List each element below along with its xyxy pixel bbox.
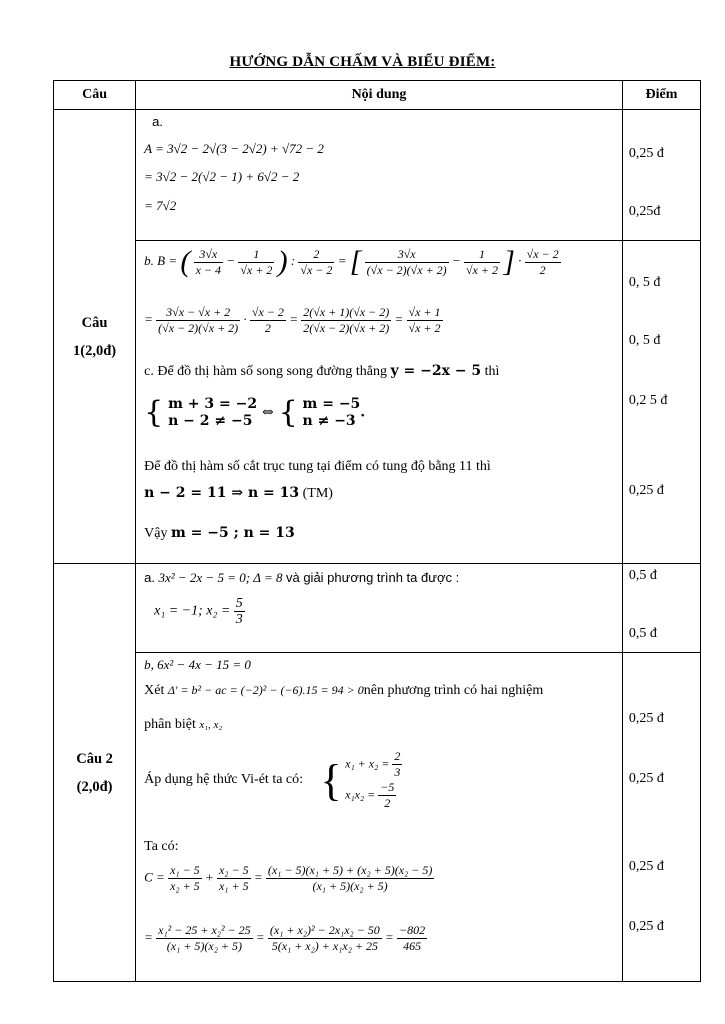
sys-line: n ≠ −3 bbox=[302, 412, 356, 429]
q1a-line1: A = 3√2 − 2√(3 − 2√2) + √72 − 2 bbox=[144, 141, 324, 156]
brace-left: { bbox=[144, 395, 164, 430]
q2b-vieta-system bbox=[345, 749, 402, 811]
grading-table bbox=[53, 80, 701, 982]
q2a-eq: 3x² − 2x − 5 = 0; Δ = 8 bbox=[158, 570, 283, 585]
q1-label-line2: 1(2,0đ) bbox=[73, 342, 117, 359]
q1a-score2: 0,25đ bbox=[628, 204, 661, 219]
sys-line: n − 2 ≠ −5 bbox=[168, 412, 253, 429]
q2b-roots: x₁, x₂ bbox=[199, 719, 223, 731]
q1c-eq2: n − 2 = 11 ⇒ n = 13 bbox=[144, 485, 300, 501]
frac-num: 2 bbox=[298, 247, 334, 263]
c-frac2 bbox=[217, 863, 251, 894]
frac-den: 2 bbox=[264, 321, 271, 335]
q1bc-scores bbox=[622, 241, 700, 564]
frac-num: 2(√x + 1)(√x − 2) bbox=[303, 305, 390, 319]
q1-row-a bbox=[54, 110, 701, 241]
q1-row-bc bbox=[54, 241, 701, 564]
q1b-frac4 bbox=[365, 247, 449, 278]
frac-den: (√x − 2)(√x + 2) bbox=[366, 262, 447, 277]
frac-num: −5 bbox=[380, 780, 395, 794]
q2a-content bbox=[136, 564, 623, 653]
q2b-scores bbox=[622, 653, 700, 982]
frac-num: 2 bbox=[394, 749, 401, 763]
q2a-scores bbox=[622, 564, 700, 653]
q1b-score1: 0, 5 đ bbox=[628, 275, 661, 290]
q2b-delta-tail: nên phương trình có hai nghiệm bbox=[363, 683, 544, 698]
q1a-score1: 0,25 đ bbox=[628, 146, 664, 161]
sys-line: m = −5 bbox=[302, 395, 361, 412]
q2b-score2: 0,25 đ bbox=[628, 771, 664, 786]
sys-line: m + 3 = −2 bbox=[168, 395, 258, 412]
q1c-tm: (TM) bbox=[302, 486, 333, 501]
frac-den: 2 bbox=[539, 262, 546, 277]
q2b-score3: 0,25 đ bbox=[628, 859, 664, 874]
q1b-frac3 bbox=[298, 247, 334, 278]
frac-den: (√x − 2)(√x + 2) bbox=[158, 321, 239, 335]
frac-num: (x₁ + x₂)² − 2x₁x₂ − 50 bbox=[269, 923, 380, 937]
q1a-line2: = 3√2 − 2(√2 − 1) + 6√2 − 2 bbox=[144, 169, 300, 184]
q1b-line1: b. B = ( $\frac{3√x}{x - 4}$ − $\frac{1}{√x + 2}$ ) : $\frac{2}{√x - 2}$ = [ $\frac{3√x}{(√x - 2)(√x + 2)}$ − $\frac{1}{√x + 2}$ ] · $\frac{√x - 2}{2}$ bbox=[144, 245, 559, 278]
frac-den: 2(√x − 2)(√x + 2) bbox=[303, 321, 390, 335]
q2a-sol: x₁ = −1; x₂ = bbox=[154, 603, 231, 619]
q1b2-frac2 bbox=[250, 305, 286, 336]
q2-label bbox=[54, 564, 136, 982]
table-header-row bbox=[54, 81, 701, 110]
frac-num: √x − 2 bbox=[526, 246, 559, 261]
q2a-text: và giải phương trình ta được : bbox=[285, 570, 460, 585]
frac-num: √x + 1 bbox=[408, 305, 441, 319]
q1b-frac6 bbox=[525, 247, 561, 278]
vieta-prod-frac bbox=[378, 780, 396, 811]
q2b-vieta-text: Áp dụng hệ thức Vi-ét ta có: bbox=[144, 772, 304, 788]
q1b-frac5 bbox=[464, 247, 500, 278]
q1c-system: { m + 3 = −2 n − 2 ≠ −5 ⇔ { m = −5 n ≠ −3 . bbox=[144, 395, 366, 430]
q1b-frac1 bbox=[194, 247, 223, 278]
q2b-line2 bbox=[144, 683, 543, 699]
bracket-close: ] bbox=[503, 245, 515, 278]
frac-den: 2 bbox=[384, 796, 391, 810]
frac-den: (x₁ + 5)(x₂ + 5) bbox=[166, 939, 242, 953]
q1a-content bbox=[136, 110, 623, 241]
q1b2-frac4 bbox=[407, 305, 443, 336]
q1c-score2: 0,25 đ bbox=[628, 483, 664, 498]
frac-num: √x − 2 bbox=[251, 305, 284, 319]
q1-label bbox=[54, 110, 136, 564]
q1c-sys1 bbox=[168, 396, 257, 430]
q1c-vay: Vậy bbox=[144, 526, 168, 541]
frac-den: √x − 2 bbox=[300, 262, 333, 277]
frac-den: x − 4 bbox=[195, 262, 222, 277]
q2-row-b bbox=[54, 653, 701, 982]
q2a-line2 bbox=[154, 596, 245, 627]
d-frac2 bbox=[268, 923, 382, 954]
frac-den: 3 bbox=[394, 765, 401, 779]
q1c-line3 bbox=[144, 485, 333, 502]
q1b-score2: 0, 5 đ bbox=[628, 333, 661, 348]
q2a-line1 bbox=[144, 570, 459, 587]
frac-num: (x₁ − 5)(x₁ + 5) + (x₂ + 5)(x₂ − 5) bbox=[267, 863, 433, 877]
q2b-taco: Ta có: bbox=[144, 839, 179, 854]
vieta-sum-frac bbox=[392, 749, 402, 780]
frac-num: x₂ − 5 bbox=[218, 863, 249, 877]
q2a-score1: 0,5 đ bbox=[628, 568, 657, 583]
frac-num: 3√x bbox=[365, 247, 449, 263]
q1a-line3: = 7√2 bbox=[144, 198, 177, 213]
vieta-sum-lhs: x₁ + x₂ = bbox=[345, 756, 390, 771]
frac-den: x₂ + 5 bbox=[170, 879, 200, 893]
d-frac1 bbox=[156, 923, 252, 954]
q1c-eq: y = −2x − 5 bbox=[390, 363, 482, 379]
header-question: Câu bbox=[54, 81, 136, 110]
q2a-frac bbox=[234, 596, 245, 627]
q2-row-a bbox=[54, 564, 701, 653]
q1-label-line1: Câu bbox=[81, 314, 108, 331]
vieta-sum bbox=[345, 749, 402, 780]
q1b-line2: = $\frac{3√x - √x + 2}{(√x - 2)(√x + 2)}$ · $\frac{√x - 2}{2}$ = $\frac{2(√x + 1)(√x - 2)}{2(√x - 2)(√x + 2)}$ = $\frac{√x + 1}{√x + 2}$ bbox=[144, 305, 441, 335]
frac-den: √x + 2 bbox=[240, 262, 273, 277]
q1c-line4 bbox=[144, 525, 295, 542]
frac-den: x₁ + 5 bbox=[218, 879, 249, 893]
header-content: Nội dung bbox=[136, 81, 623, 110]
vieta-prod bbox=[345, 780, 402, 811]
frac-den: √x + 2 bbox=[465, 262, 498, 277]
header-score: Điểm bbox=[622, 81, 700, 110]
page-title: HƯỚNG DẪN CHẤM VÀ BIỂU ĐIỂM: bbox=[229, 54, 496, 70]
q2b-delta: Δ' = b² − ac = (−2)² − (−6).15 = 94 > 0 bbox=[167, 683, 364, 697]
frac-den: √x + 2 bbox=[408, 321, 441, 335]
q2b-xet: Xét bbox=[144, 683, 165, 698]
q2b-content bbox=[136, 653, 623, 982]
q2b-phan: phân biệt bbox=[144, 717, 196, 732]
q1c-line1 bbox=[144, 363, 499, 380]
q2b-line3 bbox=[144, 717, 222, 733]
q1a-scores bbox=[622, 110, 700, 241]
q1c-line2: Để đồ thị hàm số cắt trục tung tại điểm có tung độ bằng 11 thì bbox=[144, 459, 491, 474]
c-frac3 bbox=[266, 863, 434, 894]
q1c-sys2 bbox=[303, 396, 361, 430]
q2-label-line1: Câu 2 bbox=[76, 750, 113, 767]
q2-label-line2: (2,0đ) bbox=[76, 778, 113, 795]
q1c-end: thì bbox=[484, 364, 500, 379]
brace-left: { bbox=[278, 395, 298, 430]
c-prefix: C = bbox=[144, 869, 165, 885]
q2a-score2: 0,5 đ bbox=[628, 626, 657, 641]
paren-open: ( bbox=[180, 245, 191, 278]
frac-den: 3 bbox=[235, 612, 243, 627]
frac-den: (x₁ + 5)(x₂ + 5) bbox=[312, 879, 388, 893]
q2b-c-line1: C = $\frac{\text{x₁ − 5}}{\text{x₂ + 5}}$ + $\frac{\text{x₂ − 5}}{\text{x₁ + 5}}$ = $\frac{\text{(x₁ − 5)(x₁ + 5) + (x₂ + 5)(x₂ − 5)}}{\text{(x₁ + 5)(x₂ + 5)}}$ bbox=[144, 863, 433, 893]
q1c-score1: 0,2 5 đ bbox=[628, 393, 668, 408]
frac-num: x₁ − 5 bbox=[170, 863, 200, 877]
q1b2-frac1 bbox=[156, 305, 240, 336]
frac-num: 3√x − √x + 2 bbox=[156, 305, 240, 321]
brace-left: { bbox=[320, 755, 342, 805]
q2a-prefix: a. bbox=[144, 570, 155, 585]
q1a-label: a. bbox=[152, 114, 163, 129]
q1c-text: c. Để đồ thị hàm số song song đường thẳng bbox=[144, 364, 387, 379]
paren-close: ) bbox=[277, 245, 288, 278]
q2b-score1: 0,25 đ bbox=[628, 711, 664, 726]
q1c-eq3: m = −5 ; n = 13 bbox=[170, 525, 295, 541]
q2b-line1: b, 6x² − 4x − 15 = 0 bbox=[144, 657, 251, 672]
frac-num: −802 bbox=[399, 923, 426, 937]
q2b-vieta bbox=[144, 749, 402, 811]
q2b-c-line2: = $\frac{\text{x₁² − 25 + x₂² − 25}}{\text{(x₁ + 5)(x₂ + 5)}}$ = $\frac{\text{(x₁ + x₂)² − 2x₁x₂ − 50}}{\text{5(x₁ + x₂) + x₁x₂ + 25}}$ = $\frac{-802}{465}$ bbox=[144, 923, 426, 953]
frac-num: 5 bbox=[235, 596, 243, 611]
vieta-prod-lhs: x₁x₂ = bbox=[345, 787, 376, 802]
frac-num: 1 bbox=[464, 247, 500, 263]
frac-den: 5(x₁ + x₂) + x₁x₂ + 25 bbox=[271, 939, 378, 953]
bracket-open: [ bbox=[349, 245, 362, 278]
q1bc-content bbox=[136, 241, 623, 564]
equiv-symbol: ⇔ bbox=[261, 404, 274, 421]
q2b-score4: 0,25 đ bbox=[628, 919, 664, 934]
q1b-frac2 bbox=[238, 247, 274, 278]
c-frac1 bbox=[168, 863, 202, 894]
frac-num: x₁² − 25 + x₂² − 25 bbox=[158, 923, 251, 937]
d-frac3 bbox=[397, 923, 427, 954]
frac-num: 1 bbox=[238, 247, 274, 263]
frac-num: 3√x bbox=[194, 247, 223, 263]
q1b2-frac3 bbox=[301, 305, 391, 336]
q1b-prefix: b. B = bbox=[144, 252, 178, 268]
frac-den: 465 bbox=[403, 939, 422, 953]
